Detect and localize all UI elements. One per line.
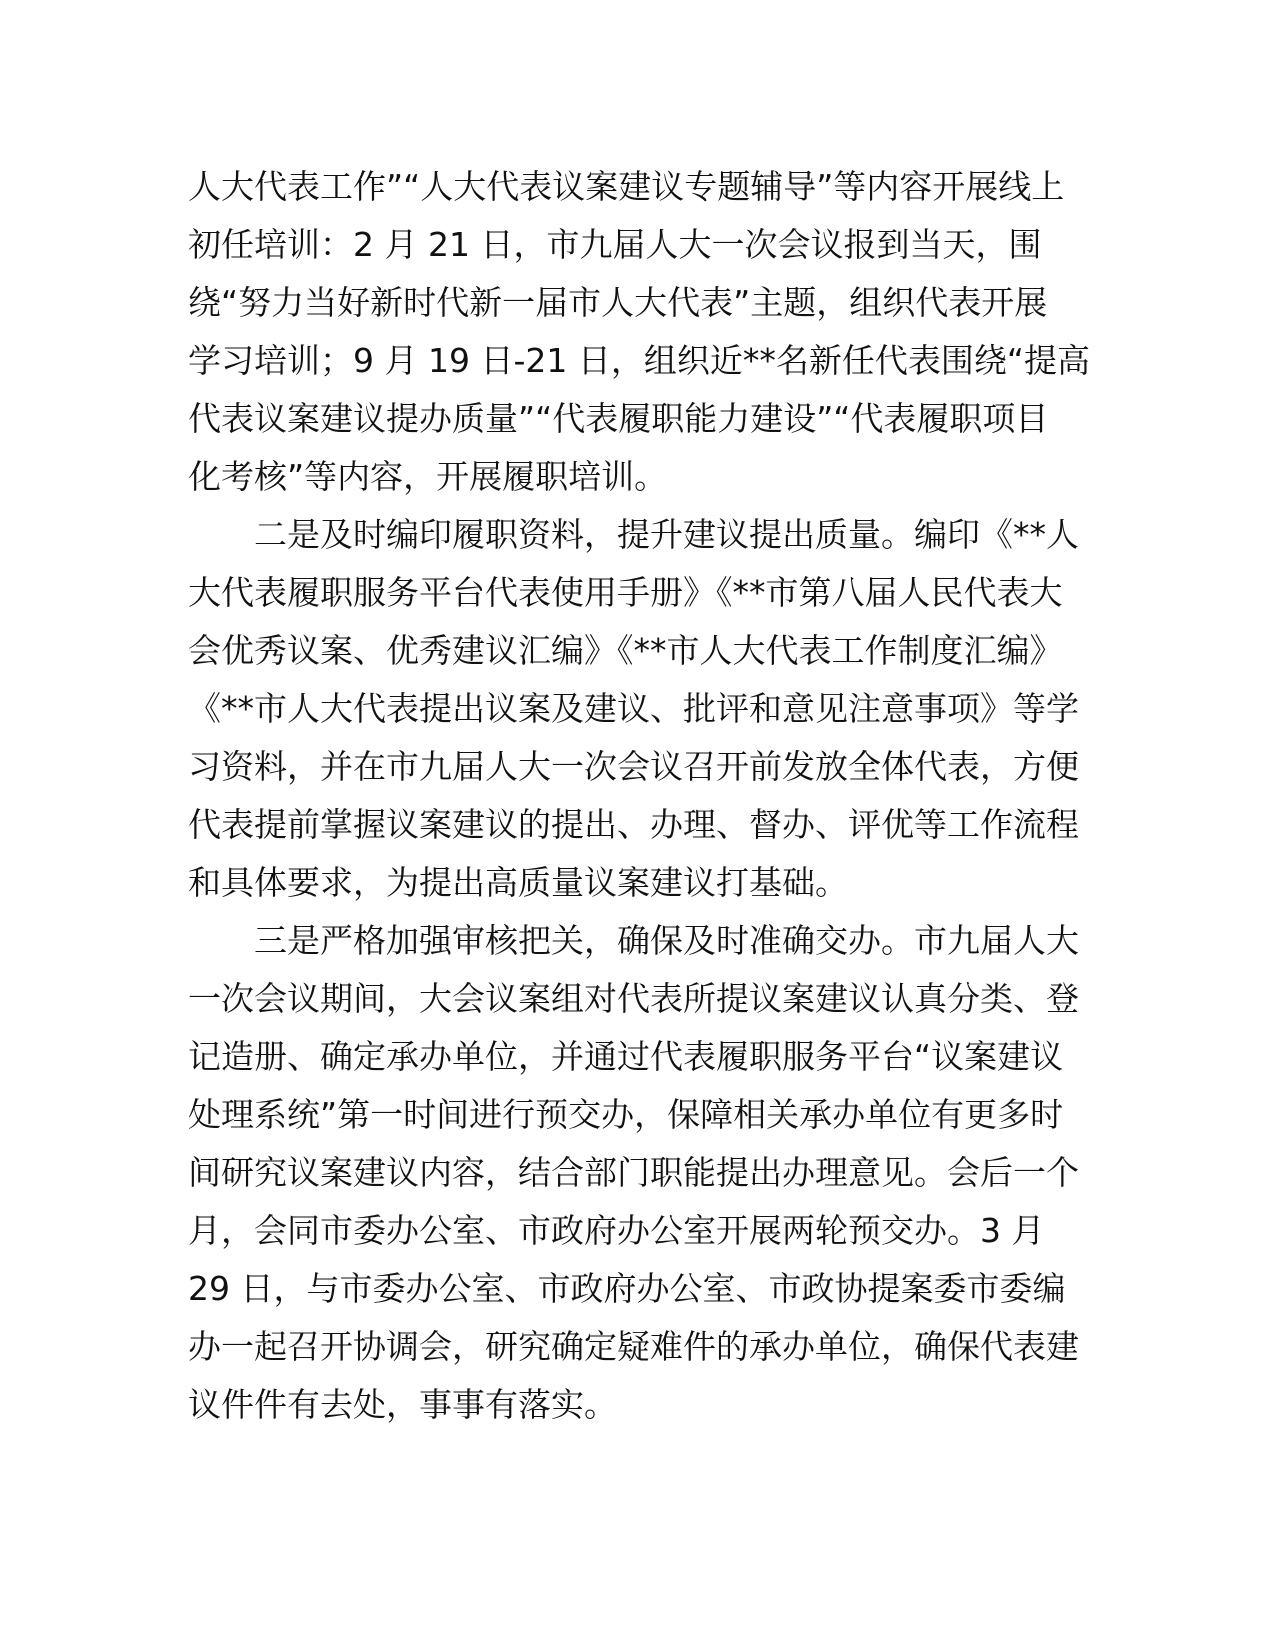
text-line: 间研究议案建议内容，结合部门职能提出办理意见。会后一个 <box>188 1153 1079 1192</box>
text-line: 初任培训：2 月 21 日，市九届人大一次会议报到当天，围 <box>188 225 1042 264</box>
text-line: 代表提前掌握议案建议的提出、办理、督办、评优等工作流程 <box>188 805 1079 844</box>
text-line: 议件件有去处，事事有落实。 <box>188 1385 617 1424</box>
text-line: 化考核”等内容，开展履职培训。 <box>188 457 668 496</box>
text-line: 二是及时编印履职资料，提升建议提出质量。编印《**人 <box>188 515 1079 554</box>
document-body <box>188 158 1088 1434</box>
text-line: 处理系统”第一时间进行预交办，保障相关承办单位有更多时 <box>188 1095 1064 1134</box>
text-line: 一次会议期间，大会议案组对代表所提议案建议认真分类、登 <box>188 979 1079 1018</box>
paragraph-materials <box>188 506 1088 912</box>
text-line: 办一起召开协调会，研究确定疑难件的承办单位，确保代表建 <box>188 1327 1079 1366</box>
text-line: 和具体要求，为提出高质量议案建议打基础。 <box>188 863 848 902</box>
text-line: 人大代表工作”“人大代表议案建议专题辅导”等内容开展线上 <box>188 167 1065 206</box>
text-line: 习资料，并在市九届人大一次会议召开前发放全体代表，方便 <box>188 747 1079 786</box>
text-line: 代表议案建议提办质量”“代表履职能力建设”“代表履职项目 <box>188 399 1049 438</box>
text-line: 绕“努力当好新时代新一届市人大代表”主题，组织代表开展 <box>188 283 1048 322</box>
text-line: 记造册、确定承办单位，并通过代表履职服务平台“议案建议 <box>188 1037 1064 1076</box>
paragraph-training <box>188 158 1088 506</box>
text-line: 29 日，与市委办公室、市政府办公室、市政协提案委市委编 <box>188 1269 1066 1308</box>
text-line: 大代表履职服务平台代表使用手册》《**市第八届人民代表大 <box>188 573 1063 612</box>
text-line: 会优秀议案、优秀建议汇编》《**市人大代表工作制度汇编》 <box>188 631 1063 670</box>
text-line: 月，会同市委办公室、市政府办公室开展两轮预交办。3 月 <box>188 1211 1045 1250</box>
paragraph-review <box>188 912 1088 1434</box>
text-line: 三是严格加强审核把关，确保及时准确交办。市九届人大 <box>188 921 1079 960</box>
text-line: 《**市人大代表提出议案及建议、批评和意见注意事项》等学 <box>188 689 1079 728</box>
text-line: 学习培训；9 月 19 日-21 日，组织近**名新任代表围绕“提高 <box>188 341 1090 380</box>
